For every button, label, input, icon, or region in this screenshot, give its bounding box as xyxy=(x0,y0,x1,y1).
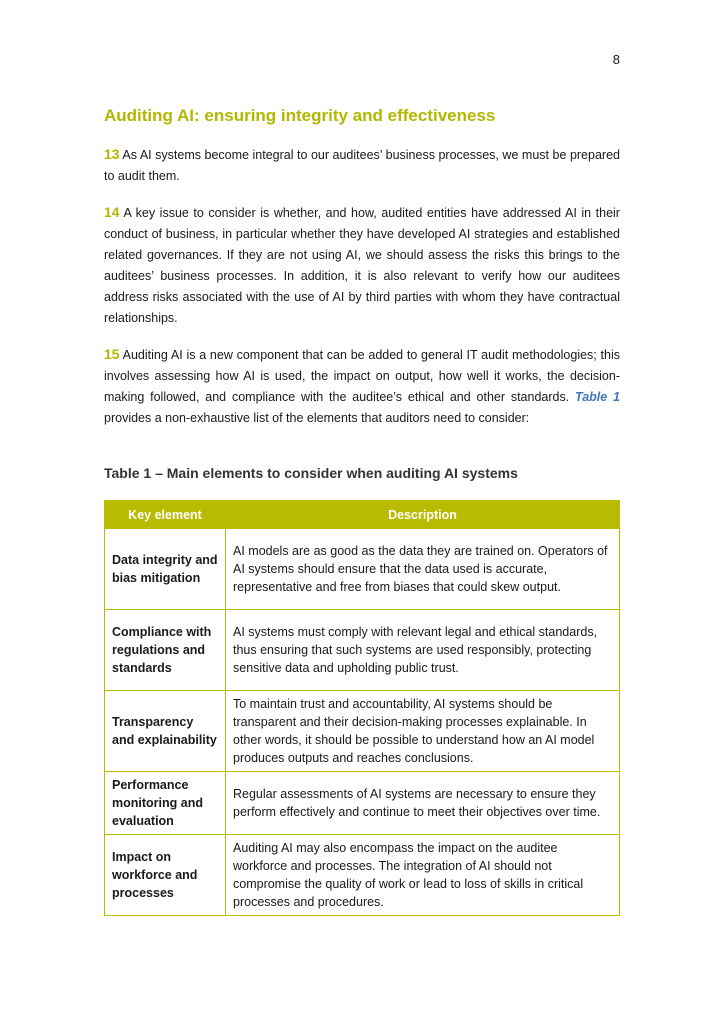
table-title: Table 1 – Main elements to consider when auditing AI systems xyxy=(104,465,518,481)
description-cell: Regular assessments of AI systems are necessary to ensure they perform effectively and continue to meet their objectives over time. xyxy=(226,772,620,835)
key-element-cell: Performance monitoring and evaluation xyxy=(105,772,226,835)
key-element-cell: Impact on workforce and processes xyxy=(105,835,226,916)
table-row xyxy=(105,529,620,610)
paragraph-text: A key issue to consider is whether, and how, audited entities have addressed AI in their conduct of business, in particular whether they have developed AI strategies and established related governances. If they are not using AI, we should assess the risks this brings to the auditees’ business processes. In addition, it is also relevant to verify how our auditees address risks associated with the use of AI by third parties with whom they have contractual relationships. xyxy=(104,206,620,325)
description-cell: Auditing AI may also encompass the impact on the auditee workforce and processes. The integration of AI should not compromise the quality of work or lead to loss of skills in critical processes and procedures. xyxy=(226,835,620,916)
section-heading: Auditing AI: ensuring integrity and effectiveness xyxy=(104,106,496,125)
paragraph-14 xyxy=(104,202,620,329)
description-cell: AI systems must comply with relevant legal and ethical standards, thus ensuring that such systems are used responsibly, protecting sensitive data and upholding public trust. xyxy=(226,610,620,691)
header-description: Description xyxy=(226,501,620,529)
description-cell: AI models are as good as the data they are trained on. Operators of AI systems should ensure that the data used is accurate, representative and free from biases that could skew output. xyxy=(226,529,620,610)
paragraph-15 xyxy=(104,344,620,429)
page-number: 8 xyxy=(612,52,620,67)
paragraph-number: 14 xyxy=(104,204,120,220)
paragraph-number: 13 xyxy=(104,146,120,162)
header-key-element: Key element xyxy=(105,501,226,529)
key-element-cell: Data integrity and bias mitigation xyxy=(105,529,226,610)
key-element-cell: Compliance with regulations and standards xyxy=(105,610,226,691)
table-row xyxy=(105,835,620,916)
description-cell: To maintain trust and accountability, AI systems should be transparent and their decision-making processes explainable. In other words, it should be possible to understand how an AI model produces outputs and reaches conclusions. xyxy=(226,691,620,772)
elements-table xyxy=(104,500,620,916)
table-reference-link[interactable]: Table 1 xyxy=(575,390,620,404)
paragraph-text: As AI systems become integral to our auditees’ business processes, we must be prepared to audit them. xyxy=(104,148,620,183)
paragraph-text: Auditing AI is a new component that can be added to general IT audit methodologies; this involves assessing how AI is used, the impact on output, how well it works, the decision-making followed, and compliance with the auditee’s ethical and other standards. xyxy=(104,348,620,404)
table-header-row xyxy=(105,501,620,529)
paragraph-text: provides a non-exhaustive list of the elements that auditors need to consider: xyxy=(104,411,530,425)
key-element-cell: Transparency and explainability xyxy=(105,691,226,772)
table-row xyxy=(105,610,620,691)
table-row xyxy=(105,691,620,772)
paragraph-13 xyxy=(104,144,620,187)
table-row xyxy=(105,772,620,835)
paragraph-number: 15 xyxy=(104,346,120,362)
